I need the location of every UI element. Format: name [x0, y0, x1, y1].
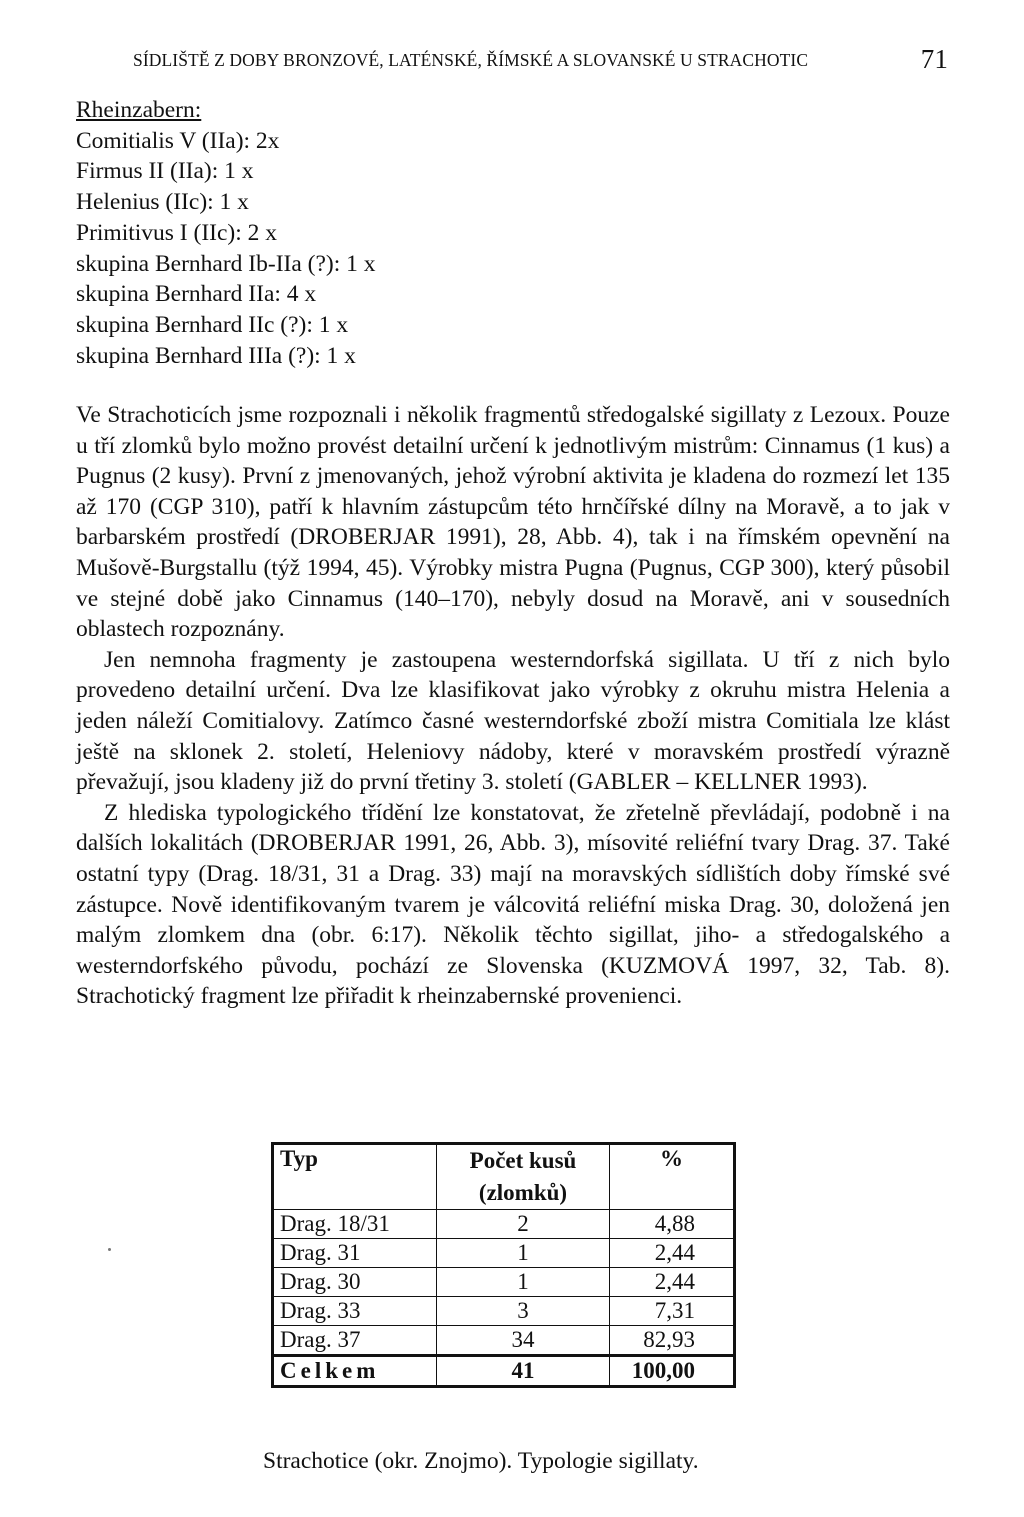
table-row [273, 1210, 735, 1239]
table-row [273, 1268, 735, 1297]
count-cell: 34 [437, 1326, 610, 1356]
table-row [273, 1297, 735, 1326]
paragraph-typology: Z hlediska typologického třídění lze konstatovat, že zřetelně převládají, podobně i na dalších lokalitách (DROBERJAR 1991, 26, Abb. 3), mísovité reliéfní tvary Drag. 37. Také ostatní typy (Drag. 18/31, 31 a Drag. 33) mají na moravských sídlištích doby římské své zástupce. Nově identifikovaným tvarem je válcovitá reliéfní miska Drag. 30, doložená jen malým zlomkem dna (obr. 6:17). Několik těchto sigillat, jiho- a středogalského a westerndorfského původu, pochází ze Slovenska (KUZMOVÁ 1997, 32, Tab. 8). Strachotický fragment lze přiřadit k rheinzabernské provenienci. [76, 799, 950, 1010]
table-header-row [273, 1144, 735, 1210]
header-percent: % [610, 1144, 735, 1210]
count-cell: 2 [437, 1210, 610, 1239]
rheinzabern-item: Helenius (IIc): 1 x [76, 189, 249, 216]
header-count: Počet kusů (zlomků) [437, 1144, 610, 1210]
count-cell: 3 [437, 1297, 610, 1326]
table-caption: Strachotice (okr. Znojmo). Typologie sigillaty. [263, 1448, 699, 1474]
rheinzabern-list [76, 95, 376, 371]
paragraph-westerndorf: Jen nemnoha fragmenty je zastoupena westerndorfská sigillata. U tří z nich bylo provedeno detailní určení. Dva lze klasifikovat jako výrobky z okruhu mistra Helenia a jeden náleží Comitialovy. Zatímco časné westerndorfské zboží mistra Comitiala lze klást ještě na sklonek 2. století, Heleniovy nádoby, které v moravském prostředí výrazně převažují, jsou kladeny již do první třetiny 3. století (GABLER – KELLNER 1993). [76, 646, 950, 796]
total-label: Celkem [273, 1356, 437, 1387]
running-title: SÍDLIŠTĚ Z DOBY BRONZOVÉ, LATÉNSKÉ, ŘÍMSKÉ A SLOVANSKÉ U STRACHOTIC [133, 50, 809, 70]
type-cell: Drag. 31 [273, 1239, 437, 1268]
rheinzabern-heading: Rheinzabern: [76, 97, 202, 123]
header-type: Typ [273, 1144, 437, 1210]
type-cell: Drag. 30 [273, 1268, 437, 1297]
print-speck [108, 1248, 111, 1251]
count-cell: 1 [437, 1268, 610, 1297]
table-row [273, 1239, 735, 1268]
paragraph-lezoux: Ve Strachoticích jsme rozpoznali i několik fragmentů středogalské sigillaty z Lezoux. Pouze u tří zlomků bylo možno provést detailní určení k jednotlivým mistrům: Cinnamus (1 kus) a Pugnus (2 kusy). První z jmenovaných, jehož výrobní aktivita je kladena do rozmezí let 135 až 170 (CGP 310), patří k hlavním zástupcům této hrnčířské dílny na Moravě, a to jak v barbarském prostředí (DROBERJAR 1991), 28, Abb. 4), tak i na římském opevnění na Mušově-Burgstallu (týž 1994, 45). Výrobky mistra Pugna (Pugnus, CGP 300), který působil ve stejné době jako Cinnamus (140–170), nebyly dosud na Moravě, ani v sousedních oblastech rozpoznány. [76, 402, 950, 643]
type-cell: Drag. 33 [273, 1297, 437, 1326]
type-cell: Drag. 18/31 [273, 1210, 437, 1239]
total-percent: 100,00 [610, 1356, 735, 1387]
page-header [133, 44, 948, 78]
total-count: 41 [437, 1356, 610, 1387]
count-cell: 1 [437, 1239, 610, 1268]
table-row [273, 1326, 735, 1356]
body-text [76, 400, 950, 1012]
page-number: 71 [920, 44, 948, 74]
rheinzabern-item: Firmus II (IIa): 1 x [76, 158, 254, 185]
typology-table [271, 1142, 736, 1388]
rheinzabern-item: skupina Bernhard Ib-IIa (?): 1 x [76, 250, 376, 277]
percent-cell: 82,93 [610, 1326, 735, 1356]
rheinzabern-item: Comitialis V (IIa): 2x [76, 127, 280, 154]
rheinzabern-item: Primitivus I (IIc): 2 x [76, 219, 278, 246]
rheinzabern-item: skupina Bernhard IIa: 4 x [76, 281, 317, 308]
rheinzabern-item: skupina Bernhard IIc (?): 1 x [76, 311, 349, 338]
percent-cell: 2,44 [610, 1268, 735, 1297]
table-total-row [273, 1356, 735, 1387]
percent-cell: 7,31 [610, 1297, 735, 1326]
rheinzabern-item: skupina Bernhard IIIa (?): 1 x [76, 342, 356, 369]
type-cell: Drag. 37 [273, 1326, 437, 1356]
percent-cell: 2,44 [610, 1239, 735, 1268]
percent-cell: 4,88 [610, 1210, 735, 1239]
